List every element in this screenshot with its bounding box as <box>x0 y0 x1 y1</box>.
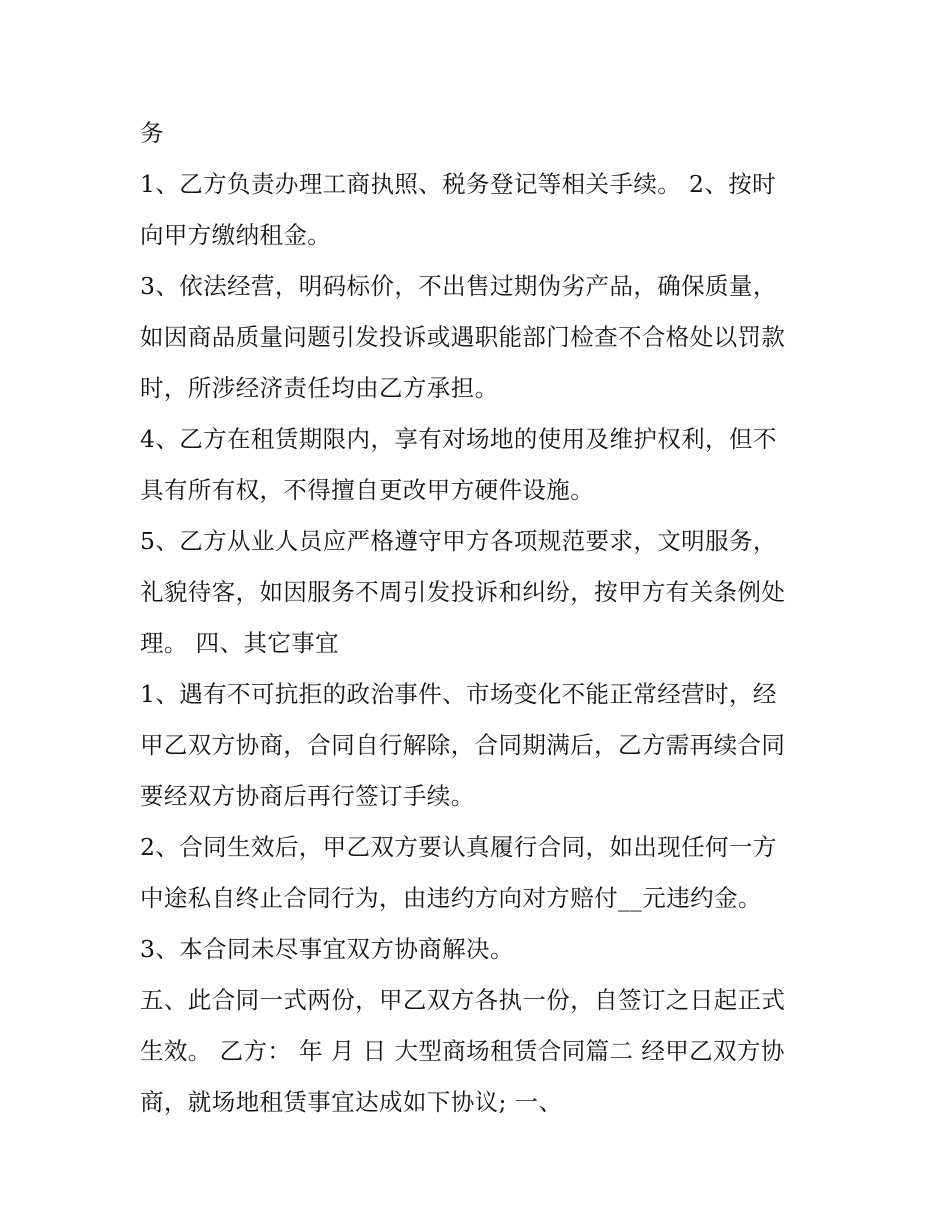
text-line: 如因商品质量问题引发投诉或遇职能部门检查不合格处以罚款 <box>140 323 786 351</box>
text-line: 3、本合同未尽事宜双方协商解决。 <box>140 935 514 963</box>
text-line: 要经双方协商后再行签订手续。 <box>140 782 475 810</box>
text-line: 4、乙方在租赁期限内，享有对场地的使用及维护权利，但不 <box>140 425 777 453</box>
text-line: 商，就场地租赁事宜达成如下协议; 一、 <box>140 1088 563 1116</box>
text-line: 理。 四、其它事宜 <box>140 629 340 657</box>
text-line: 务 <box>140 119 164 147</box>
text-line: 五、此合同一式两份，甲乙双方各执一份，自签订之日起正式 <box>140 986 786 1014</box>
text-line: 2、合同生效后，甲乙双方要认真履行合同，如出现任何一方 <box>140 833 777 861</box>
text-line: 中途私自终止合同行为，由违约方向对方赔付__元违约金。 <box>140 884 762 912</box>
text-line: 向甲方缴纳租金。 <box>140 221 332 249</box>
text-line: 具有所有权，不得擅自更改甲方硬件设施。 <box>140 476 595 504</box>
text-line: 礼貌待客，如因服务不周引发投诉和纠纷，按甲方有关条例处 <box>140 578 786 606</box>
text-line: 1、遇有不可抗拒的政治事件、市场变化不能正常经营时，经 <box>140 680 777 708</box>
text-line: 甲乙双方协商，合同自行解除，合同期满后，乙方需再续合同 <box>140 731 786 759</box>
text-line: 时，所涉经济责任均由乙方承担。 <box>140 374 499 402</box>
text-line: 生效。 乙方： 年 月 日 大型商场租赁合同篇二 经甲乙双方协 <box>140 1037 785 1065</box>
text-line: 5、乙方从业人员应严格遵守甲方各项规范要求，文明服务， <box>140 527 777 555</box>
text-line: 1、乙方负责办理工商执照、税务登记等相关手续。 2、按时 <box>140 170 777 198</box>
text-line: 3、依法经营，明码标价，不出售过期伪劣产品，确保质量， <box>140 272 777 300</box>
document-body <box>140 108 820 1128</box>
